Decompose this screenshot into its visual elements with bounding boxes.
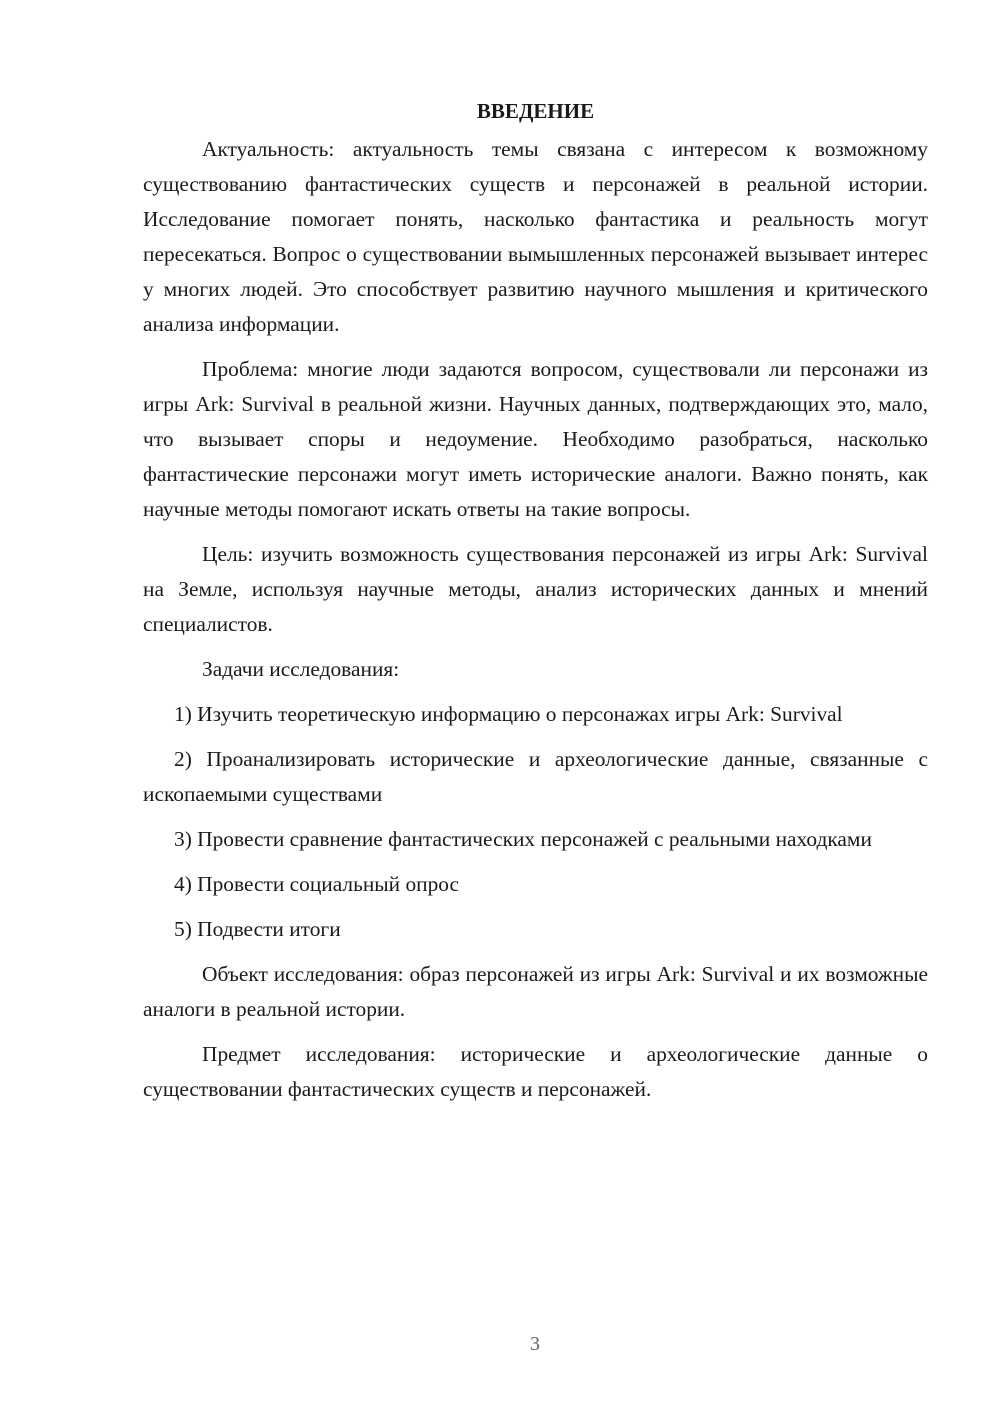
object-paragraph: Объект исследования: образ персонажей из игры Ark: Survival и их возможные аналоги в реальной истории. [143, 962, 928, 1021]
problem-paragraph: Проблема: многие люди задаются вопросом, существовали ли персонажи из игры Ark: Survival в реальной жизни. Научных данных, подтверждающих это, мало, что вызывает споры и недоумение. Необходимо разобраться, насколько фантастические персонажи могут иметь исторические аналоги. Важно понять, как научные методы помогают искать ответы на такие вопросы. [143, 357, 928, 521]
task-item: 3) Провести сравнение фантастических персонажей с реальными находками [174, 827, 872, 851]
task-item: 5) Подвести итоги [174, 917, 341, 941]
page-number: 3 [530, 1333, 540, 1355]
subject-paragraph: Предмет исследования: исторические и археологические данные о существовании фантастических существ и персонажей. [143, 1042, 928, 1101]
task-item: 4) Провести социальный опрос [174, 872, 460, 896]
task-item: 1) Изучить теоретическую информацию о персонажах игры Ark: Survival [174, 702, 843, 726]
relevance-paragraph: Актуальность: актуальность темы связана с интересом к возможному существованию фантастических существ и персонажей в реальной истории. Исследование помогает понять, насколько фантастика и реальность могут пересекаться. Вопрос о существовании вымышленных персонажей вызывает интерес у многих людей. Это способствует развитию научного мышления и критического анализа информации. [143, 137, 928, 336]
tasks-heading: Задачи исследования: [202, 657, 400, 681]
document-page [143, 96, 928, 1117]
page-title: ВВЕДЕНИЕ [476, 99, 595, 123]
task-item: 2) Проанализировать исторические и археологические данные, связанные с ископаемыми существами [143, 747, 928, 806]
goal-paragraph: Цель: изучить возможность существования персонажей из игры Ark: Survival на Земле, используя научные методы, анализ исторических данных и мнений специалистов. [143, 542, 928, 636]
tasks-list [143, 697, 928, 947]
